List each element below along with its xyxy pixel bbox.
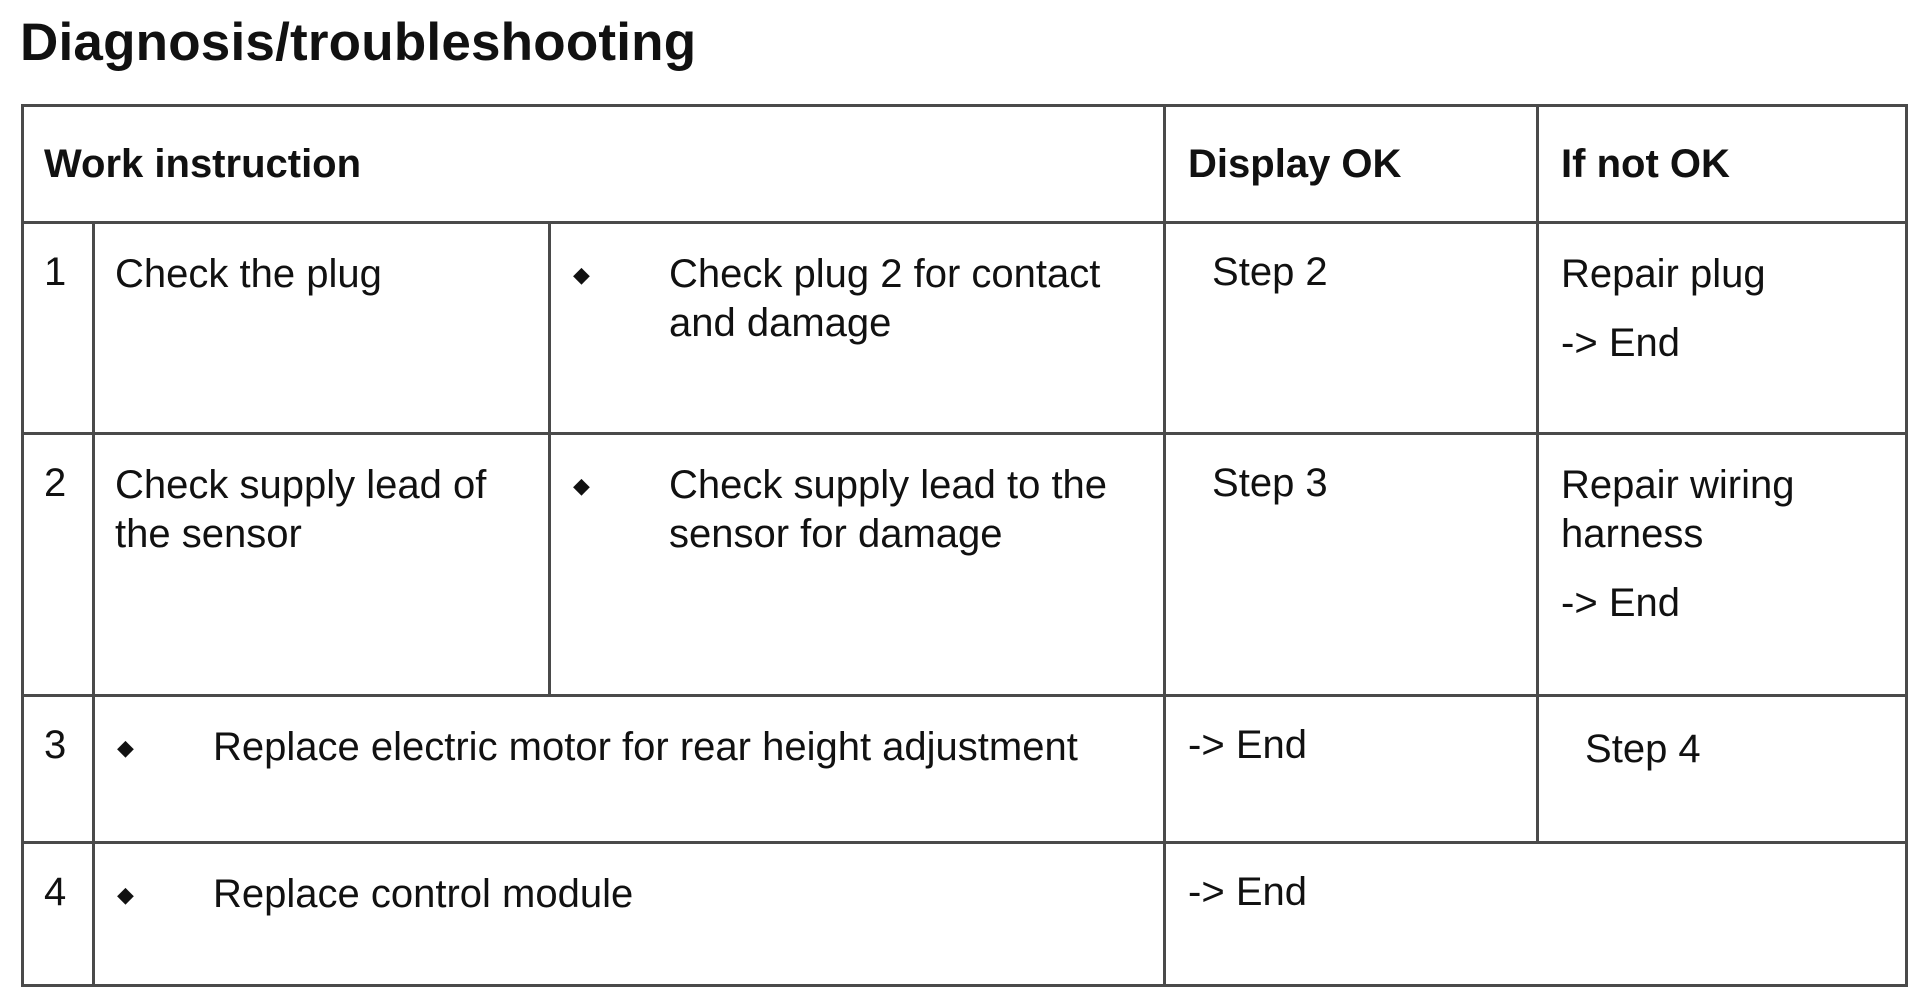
step-instruction: Check plug 2 for contact and damage xyxy=(669,252,1101,345)
table-row xyxy=(23,696,1907,843)
step-instruction-cell xyxy=(550,434,1165,696)
header-if-not-ok: If not OK xyxy=(1538,106,1907,223)
step-instruction-cell xyxy=(94,843,1165,986)
step-instruction-cell xyxy=(94,696,1165,843)
troubleshooting-table xyxy=(21,104,1908,987)
display-ok-result: -> End xyxy=(1165,843,1907,986)
step-instruction-cell xyxy=(550,223,1165,434)
diamond-bullet-icon: ◆ xyxy=(117,735,134,760)
table-row xyxy=(23,223,1907,434)
step-instruction: Check supply lead to the sensor for damage xyxy=(669,463,1108,556)
step-task: Check supply lead of the sensor xyxy=(94,434,550,696)
table-header-row xyxy=(23,106,1907,223)
if-not-ok-next: -> End xyxy=(1561,581,1680,625)
if-not-ok-action: Repair wiring harness xyxy=(1561,463,1795,556)
table-row xyxy=(23,843,1907,986)
diamond-bullet-icon: ◆ xyxy=(573,473,590,498)
if-not-ok-action: Step 4 xyxy=(1538,696,1907,843)
diamond-bullet-icon: ◆ xyxy=(573,262,590,287)
if-not-ok-next: -> End xyxy=(1561,321,1680,365)
display-ok-result: -> End xyxy=(1165,696,1538,843)
table-row xyxy=(23,434,1907,696)
step-number: 3 xyxy=(23,696,94,843)
if-not-ok-action: Repair plug xyxy=(1561,252,1766,296)
step-number: 2 xyxy=(23,434,94,696)
if-not-ok-cell xyxy=(1538,434,1907,696)
step-number: 4 xyxy=(23,843,94,986)
header-display-ok: Display OK xyxy=(1165,106,1538,223)
step-instruction: Replace electric motor for rear height adjustment xyxy=(213,725,1078,769)
display-ok-result: Step 3 xyxy=(1165,434,1538,696)
diamond-bullet-icon: ◆ xyxy=(117,882,134,907)
header-work-instruction: Work instruction xyxy=(23,106,1165,223)
if-not-ok-cell xyxy=(1538,223,1907,434)
step-instruction: Replace control module xyxy=(213,872,634,916)
page-title: Diagnosis/troubleshooting xyxy=(20,13,697,72)
step-number: 1 xyxy=(23,223,94,434)
step-task: Check the plug xyxy=(94,223,550,434)
display-ok-result: Step 2 xyxy=(1165,223,1538,434)
